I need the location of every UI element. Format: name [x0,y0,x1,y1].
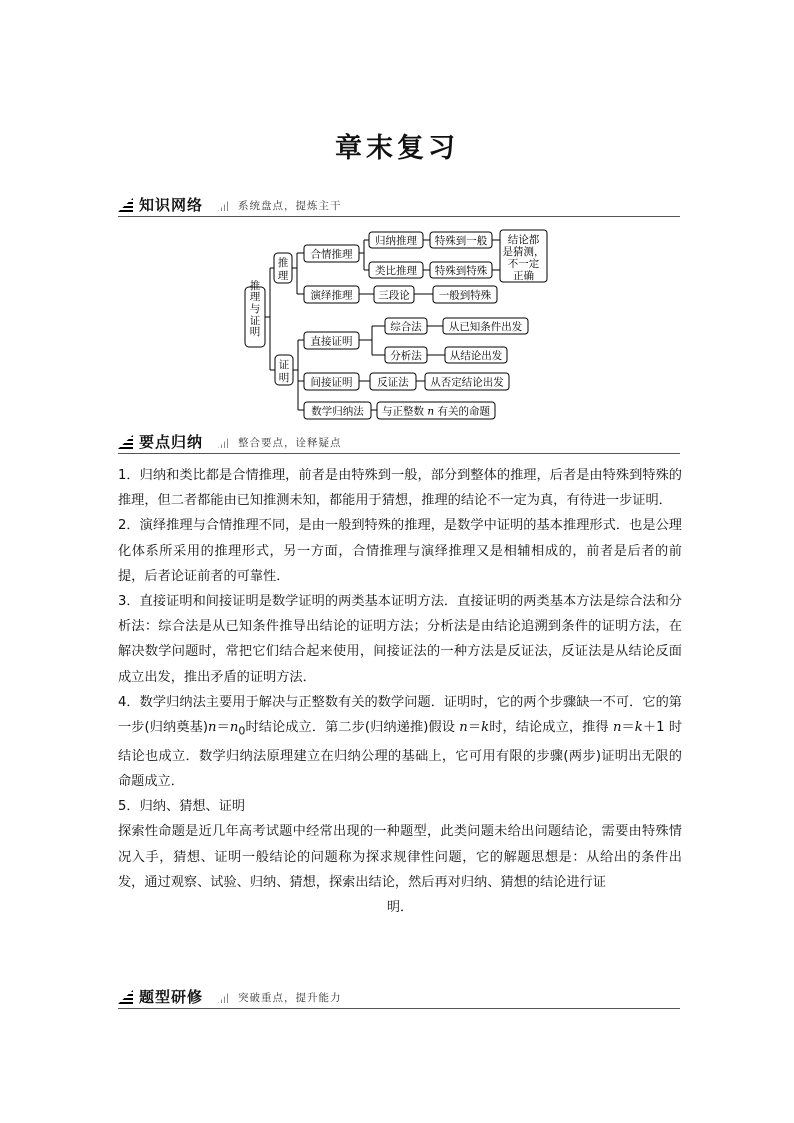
tree-root-line2: 证明 [249,315,261,338]
section-title: 要点归纳 [139,433,204,451]
paragraph-5-end: 明． [386,900,414,916]
tree-synthesis: 综合法 [390,321,422,333]
key-points-body [118,463,682,920]
section-subtitle: 突破重点，提升能力 [238,992,342,1004]
paragraph-5-title: 5．归纳、猜想、证明 [118,799,246,815]
tree-deductive: 演绎推理 [310,289,353,302]
section-triangle-icon [218,991,230,1003]
tree-indirect: 间接证明 [310,376,353,389]
section-triangle-icon [218,436,230,448]
page-title: 章末复习 [335,133,459,164]
tree-analogy-dir: 特殊到特殊 [434,265,488,277]
section-mark-icon [118,990,133,1004]
section-header-study [118,986,680,1006]
paragraph-1: 1．归纳和类比都是合情推理，前者是由特殊到一般，部分到整体的推理，后者是由特殊到特殊的推理，但二者都能由已知推测未知，都能用于猜想，推理的结论不一定为真，有待进一步证明． [118,468,682,509]
tree-proof-2: 明 [278,372,290,384]
paragraph-4: 4．数学归纳法主要用于解决与正整数有关的数学问题．证明时，它的两个步骤缺一不可．它的第一步(归纳奠基)$n=n_0$时结论成立．第二步(归纳递推)假设 n＝k时，结论成立，推得 n＝k＋1 时结论也成立．数学归纳法原理建立在归纳公理的基础上，它可用有限的步骤(两步)证明出无限的命题成立． [118,694,683,790]
tree-reasoning-2: 理 [277,270,289,282]
tree-root-line1: 推理 [249,280,261,303]
tree-conclusion-1: 结论都 [507,234,540,246]
tree-analysis-dir: 从结论出发 [449,350,503,362]
tree-conclusion-2: 是猜测， [502,246,545,258]
tree-conclusion-4: 正确 [513,270,534,282]
tree-analogy: 类比推理 [375,265,417,277]
paragraph-2: 2．演绎推理与合情推理不同，是由一般到特殊的推理，是数学中证明的基本推理形式．也是公理化体系所采用的推理形式，另一方面，合情推理与演绎推理又是相辅相成的，前者是后者的前提，后者论证前者的可靠性． [118,518,682,584]
section-title: 知识网络 [139,196,204,214]
section-mark-icon [118,435,133,449]
tree-direct: 直接证明 [310,335,353,348]
section-rule [118,453,680,454]
knowledge-network-diagram [0,0,794,440]
tree-math-induction: 数学归纳法 [311,405,364,418]
tree-contradiction-dir: 从否定结论出发 [430,376,504,389]
tree-syllogism: 三段论 [378,289,410,302]
tree-induction: 归纳推理 [375,235,417,247]
tree-analysis: 分析法 [390,350,422,362]
tree-math-induction-dir: 与正整数 n 有关的命题 [382,405,490,418]
paragraph-3: 3．直接证明和间接证明是数学证明的两类基本证明方法．直接证明的两类基本方法是综合法和分析法：综合法是从已知条件推导出结论的证明方法；分析法是由结论追溯到条件的证明方法，在解决数学问题时，常把它们结合起来使用，间接证法的一种方法是反证法，反证法是从结论反面成立出发，推出矛盾的证明方法． [118,594,682,685]
section-subtitle: 整合要点，诠释疑点 [238,437,342,449]
section-header-points [118,431,680,451]
paragraph-5: 探索性命题是近几年高考试题中经常出现的一种题型，此类问题未给出问题结论，需要由特殊情况入手，猜想、证明一般结论的问题称为探求规律性问题，它的解题思想是：从给出的条件出发，通过观察、试验、归纳、猜想，探索出结论，然后再对归纳、猜想的结论进行证 [118,824,682,890]
tree-plausible: 合情推理 [310,248,353,261]
tree-root-char3: 与 [249,303,261,315]
tree-induction-dir: 特殊到一般 [434,235,488,247]
section-subtitle: 系统盘点，提炼主干 [238,200,342,212]
tree-proof-1: 证 [278,359,290,371]
tree-synthesis-dir: 从已知条件出发 [448,321,523,333]
tree-contradiction: 反证法 [377,376,409,389]
section-rule [118,1008,680,1009]
tree-conclusion-3: 不一定 [507,258,540,270]
section-title: 题型研修 [139,988,204,1006]
tree-deductive-dir: 一般到特殊 [438,289,492,302]
tree-reasoning-1: 推 [277,257,289,269]
